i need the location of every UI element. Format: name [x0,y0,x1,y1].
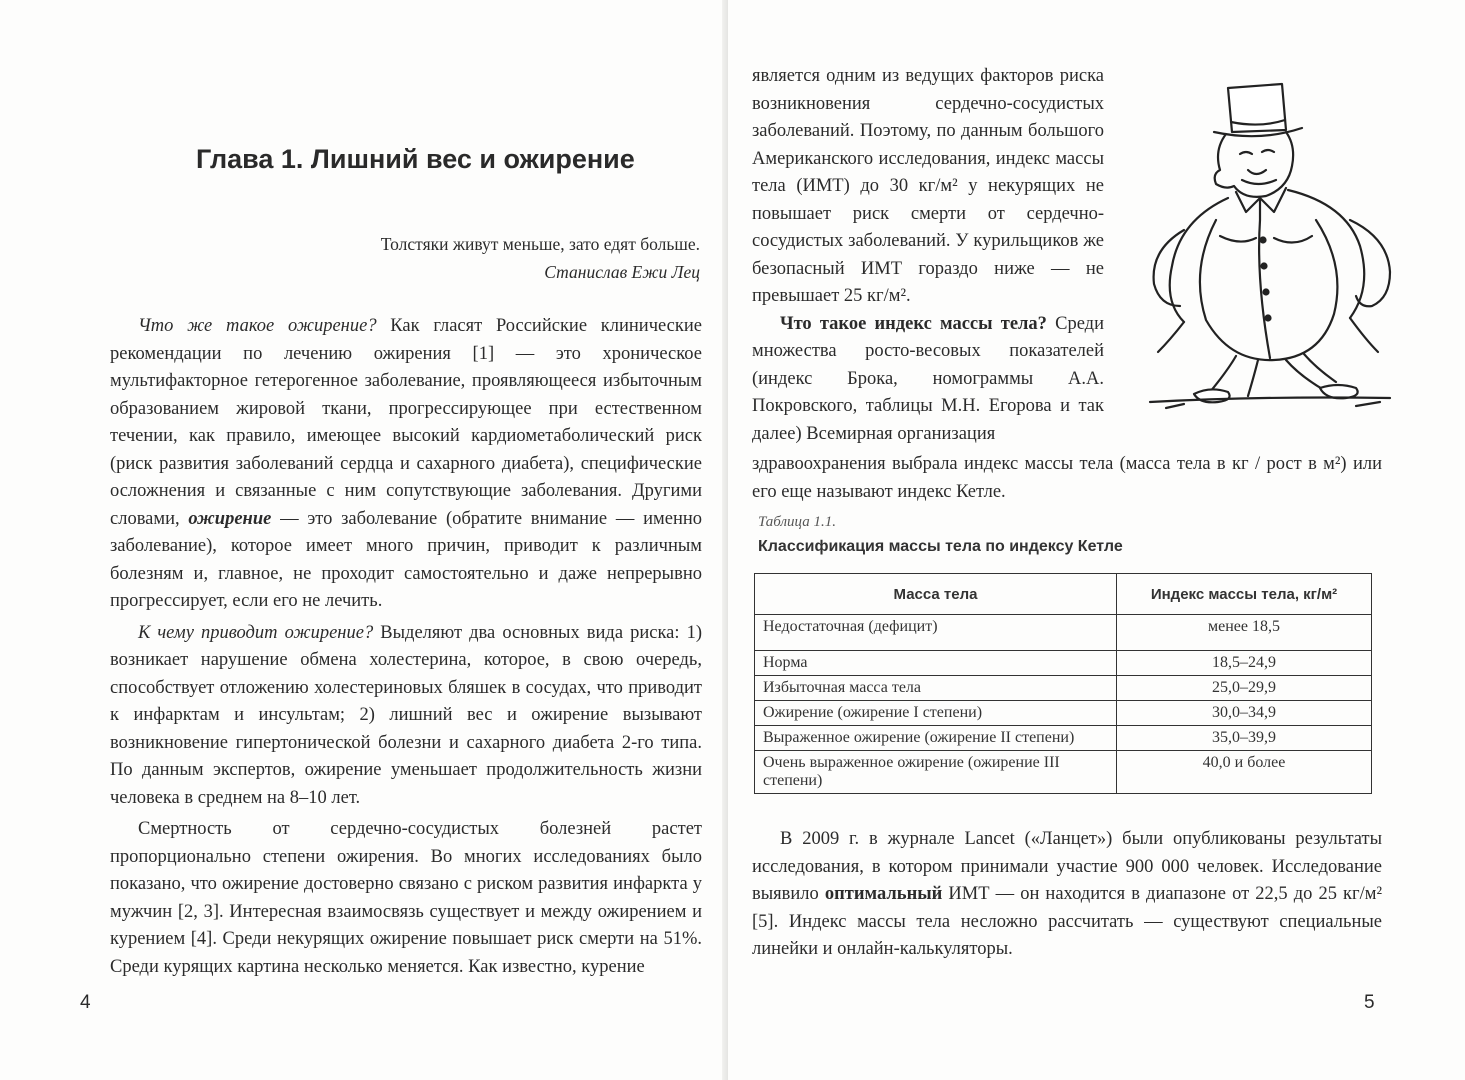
term-optimal: оптимальный [824,884,943,904]
left-body-text [110,313,702,981]
question-heading: Что такое индекс массы тела? [780,313,1047,334]
fat-gentleman-illustration [1110,70,1436,410]
epigraph-author: Станислав Ежи Лец [544,262,700,282]
table-row [755,751,1372,794]
table-row [755,726,1372,751]
table-title: Классификация массы тела по индексу Кетле [758,538,1123,555]
paragraph: Смертность от сердечно-сосудистых болезней растет пропорционально степени ожирения. Во многих исследованиях было показано, что ожирение достоверно связано с риском развития инфаркта у мужчин [2, 3]. Интересная взаимосвязь существует и между ожирением и курением [4]. Среди некурящих ожирение повышает риск смерти на 51%. Среди курящих картина несколько меняется. Как известно, курение [110,819,702,977]
right-mid-text [752,451,1382,506]
table-row [755,701,1372,726]
table-header-cell: Индекс массы тела, кг/м² [1117,574,1372,615]
table-cell: 40,0 и более [1117,751,1372,794]
right-top-text [752,63,1104,448]
table-cell: Недостаточная (дефицит) [755,615,1117,651]
paragraph: К чему приводит ожирение? Выделяют два основных вида риска: 1) возникает нарушение обмена холестерина, которое, в свою очередь, способствует отложению холестериновых бляшек в сосудах, что приводит к инфарктам и инсультам; 2) лишний вес и ожирение вызывают возникновение гипертонической болезни и сахарного диабета 2-го типа. По данным экспертов, ожирение уменьшает продолжительность жизни человека в среднем на 8–10 лет. [110,622,702,808]
table-cell: Очень выраженное ожирение (ожирение III степени) [755,751,1117,794]
term-obesity: ожирение [188,508,272,529]
table-cell: Ожирение (ожирение I степени) [755,701,1117,726]
page-number: 4 [80,992,91,1013]
paragraph: является одним из ведущих факторов риска возникновения сердечно-сосудистых заболеваний. Поэтому, по данным большого Американского исследования, индекс массы тела (ИМТ) до 30 кг/м² у некурящих не повышает риск смерти от сердечно-сосудистых заболеваний. У курильщиков же безопасный ИМТ гораздо ниже — не превышает 25 кг/м². [752,66,1104,306]
paragraph: Что такое индекс массы тела? Среди множества росто-весовых показателей (индекс Брока, номограммы А.А. Покровского, таблицы М.Н. Егорова и так далее) Всемирная организация [752,313,1104,444]
question-heading: Что же такое ожирение? [138,316,377,336]
paragraph: Что же такое ожирение? Как гласят Российские клинические рекомендации по лечению ожирения [1] — это хроническое мультифакторное гетерогенное заболевание, проявляющееся избыточным образованием жировой ткани, прогрессирующее при естественном течении, как правило, имеющее высокий кардиометаболический риск (риск развития заболеваний сердца и сахарного диабета), специфические осложнения и связанные с ним сопутствующие заболевания. Другими словами, ожирение — это заболевание (обратите внимание — именно заболевание), которое имеет много причин, приводит к различным болезням и, главное, не проходит самостоятельно и даже непрерывно прогрессирует, если его не лечить. [110,316,702,611]
paragraph: В 2009 г. в журнале Lancet («Ланцет») были опубликованы результаты исследования, в котором принимали участие 900 000 человек. Исследование выявило оптимальный ИМТ — он находится в диапазоне от 22,5 до 25 кг/м² [5]. Индекс массы тела несложно рассчитать — существуют специальные линейки и онлайн-калькуляторы. [752,829,1382,959]
table-cell: 30,0–34,9 [1117,701,1372,726]
left-page [0,0,728,1080]
right-page [728,0,1465,1080]
right-bottom-text [752,826,1382,964]
paragraph: здравоохранения выбрала индекс массы тела (масса тела в кг / рост в м²) или его еще называют индекс Кетле. [752,454,1382,502]
chapter-title: Глава 1. Лишний вес и ожирение [196,144,635,174]
epigraph [381,230,700,286]
table-row [755,651,1372,676]
table-row [755,676,1372,701]
table-header-cell: Масса тела [755,574,1117,615]
table-header-row [755,574,1372,615]
table-cell: менее 18,5 [1117,615,1372,651]
table-cell: Избыточная масса тела [755,676,1117,701]
table-cell: 25,0–29,9 [1117,676,1372,701]
epigraph-quote: Толстяки живут меньше, зато едят больше. [380,234,700,254]
question-heading: К чему приводит ожирение? [138,622,374,643]
table-cell: Выраженное ожирение (ожирение II степени) [755,726,1117,751]
table-cell: 35,0–39,9 [1117,726,1372,751]
bmi-classification-table [754,573,1372,794]
page-number: 5 [1364,992,1375,1013]
table-cell: 18,5–24,9 [1117,651,1372,676]
table-caption: Таблица 1.1. [758,514,836,530]
table-row [755,615,1372,651]
table-cell: Норма [755,651,1117,676]
